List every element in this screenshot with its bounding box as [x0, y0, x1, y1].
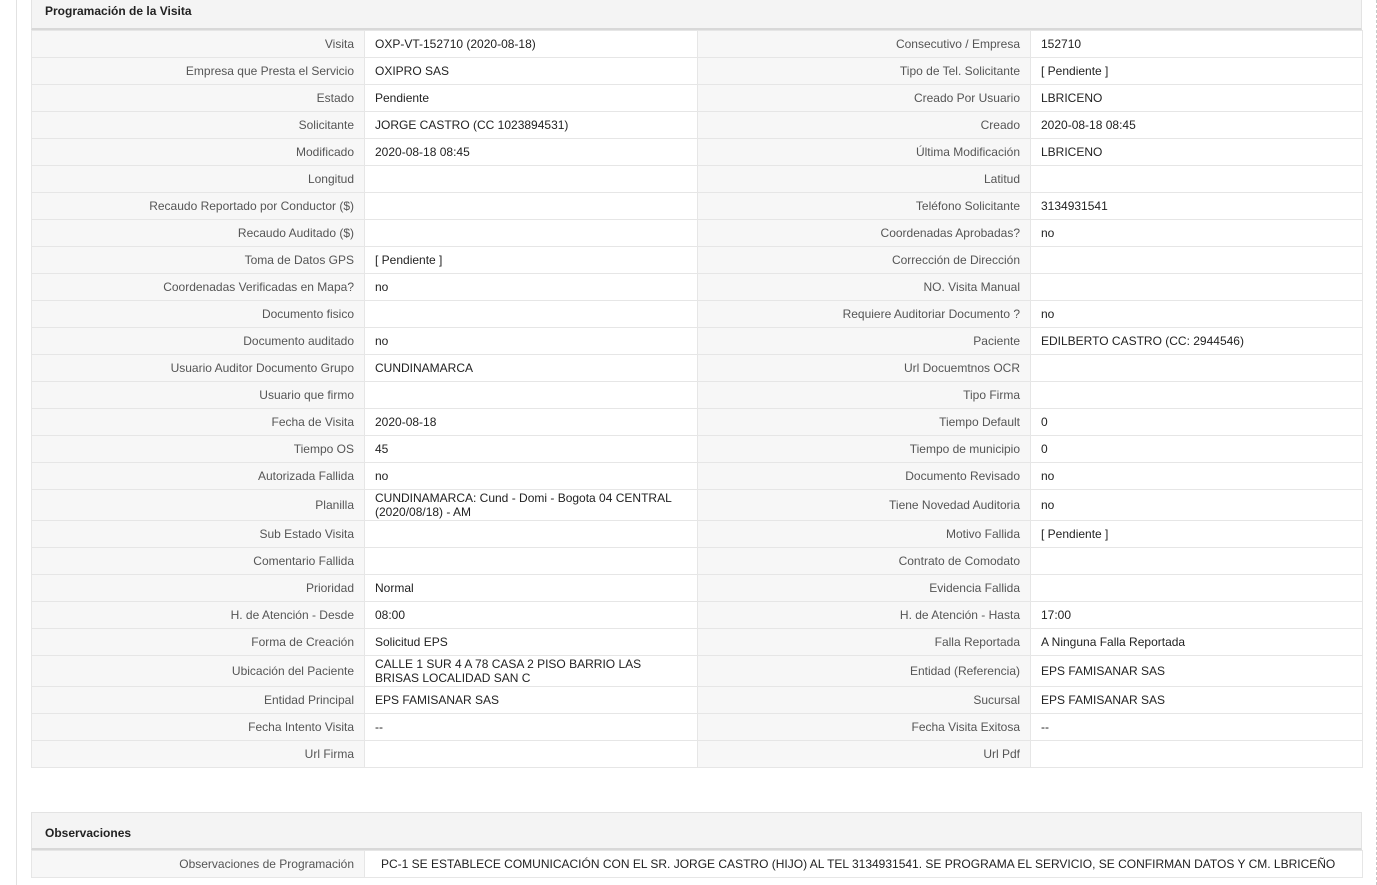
field-value: no: [1031, 220, 1363, 247]
field-value: --: [365, 714, 698, 741]
detail-row: [32, 629, 1363, 656]
field-label: Evidencia Fallida: [698, 575, 1031, 602]
field-value: [ Pendiente ]: [365, 247, 698, 274]
field-value: no: [365, 328, 698, 355]
field-label: Empresa que Presta el Servicio: [32, 58, 365, 85]
field-value: [1031, 247, 1363, 274]
detail-row: [32, 85, 1363, 112]
field-label: H. de Atención - Desde: [32, 602, 365, 629]
detail-row: [32, 548, 1363, 575]
field-label: Usuario que firmo: [32, 382, 365, 409]
detail-row: [32, 301, 1363, 328]
field-value: [365, 548, 698, 575]
field-value: [365, 521, 698, 548]
field-label: NO. Visita Manual: [698, 274, 1031, 301]
field-label: Url Pdf: [698, 741, 1031, 768]
field-label: Forma de Creación: [32, 629, 365, 656]
visit-schedule-panel: [31, 0, 1362, 768]
detail-row: [32, 490, 1363, 521]
detail-row: [32, 247, 1363, 274]
field-label: Corrección de Dirección: [698, 247, 1031, 274]
field-label: Tipo de Tel. Solicitante: [698, 58, 1031, 85]
field-label: Fecha Intento Visita: [32, 714, 365, 741]
field-label: Usuario Auditor Documento Grupo: [32, 355, 365, 382]
observation-label: Observaciones de Programación: [32, 851, 365, 878]
detail-row: [32, 112, 1363, 139]
field-label: Fecha de Visita: [32, 409, 365, 436]
observations-panel: [31, 812, 1362, 878]
panel-title: Programación de la Visita: [31, 0, 1362, 30]
field-value: CUNDINAMARCA: Cund - Domi - Bogota 04 CENTRAL (2020/08/18) - AM: [365, 490, 698, 521]
field-label: Consecutivo / Empresa: [698, 31, 1031, 58]
field-value: 45: [365, 436, 698, 463]
field-value: [1031, 382, 1363, 409]
field-value: [365, 193, 698, 220]
visit-details-table: [31, 30, 1363, 768]
field-value: 3134931541: [1031, 193, 1363, 220]
field-value: [1031, 575, 1363, 602]
field-label: Creado Por Usuario: [698, 85, 1031, 112]
field-label: Documento Revisado: [698, 463, 1031, 490]
field-label: Autorizada Fallida: [32, 463, 365, 490]
field-value: no: [365, 274, 698, 301]
detail-row: [32, 714, 1363, 741]
field-value: no: [365, 463, 698, 490]
detail-row: [32, 521, 1363, 548]
observations-table: [31, 850, 1363, 878]
field-value: EDILBERTO CASTRO (CC: 2944546): [1031, 328, 1363, 355]
detail-row: [32, 58, 1363, 85]
field-label: Entidad Principal: [32, 687, 365, 714]
field-value: LBRICENO: [1031, 139, 1363, 166]
field-label: Falla Reportada: [698, 629, 1031, 656]
field-label: Fecha Visita Exitosa: [698, 714, 1031, 741]
field-value: [1031, 355, 1363, 382]
field-label: Paciente: [698, 328, 1031, 355]
observation-row: [32, 851, 1363, 878]
field-label: Creado: [698, 112, 1031, 139]
observations-title: Observaciones: [31, 812, 1362, 850]
field-value: [365, 220, 698, 247]
field-label: Motivo Fallida: [698, 521, 1031, 548]
field-label: Solicitante: [32, 112, 365, 139]
field-value: no: [1031, 490, 1363, 521]
detail-row: [32, 328, 1363, 355]
field-label: Tiempo de municipio: [698, 436, 1031, 463]
field-label: Documento auditado: [32, 328, 365, 355]
field-label: Comentario Fallida: [32, 548, 365, 575]
field-label: Tiempo Default: [698, 409, 1031, 436]
field-value: 2020-08-18 08:45: [1031, 112, 1363, 139]
field-label: Última Modificación: [698, 139, 1031, 166]
detail-row: [32, 166, 1363, 193]
field-value: 152710: [1031, 31, 1363, 58]
field-label: Url Firma: [32, 741, 365, 768]
field-label: Sucursal: [698, 687, 1031, 714]
field-label: Longitud: [32, 166, 365, 193]
field-value: JORGE CASTRO (CC 1023894531): [365, 112, 698, 139]
field-value: Solicitud EPS: [365, 629, 698, 656]
field-label: Prioridad: [32, 575, 365, 602]
field-value: OXP-VT-152710 (2020-08-18): [365, 31, 698, 58]
field-label: Tipo Firma: [698, 382, 1031, 409]
field-value: no: [1031, 301, 1363, 328]
field-value: [1031, 548, 1363, 575]
field-value: 17:00: [1031, 602, 1363, 629]
detail-row: [32, 687, 1363, 714]
detail-row: [32, 575, 1363, 602]
field-value: CALLE 1 SUR 4 A 78 CASA 2 PISO BARRIO LAS BRISAS LOCALIDAD SAN C: [365, 656, 698, 687]
field-label: Url Docuemtnos OCR: [698, 355, 1031, 382]
field-value: LBRICENO: [1031, 85, 1363, 112]
field-label: Coordenadas Aprobadas?: [698, 220, 1031, 247]
detail-row: [32, 436, 1363, 463]
field-value: EPS FAMISANAR SAS: [1031, 656, 1363, 687]
field-label: Documento fisico: [32, 301, 365, 328]
observation-value: PC-1 SE ESTABLECE COMUNICACIÓN CON EL SR. JORGE CASTRO (HIJO) AL TEL 3134931541. SE PROGRAMA EL SERVICIO, SE CONFIRMAN DATOS Y CM. LBRICEÑO: [365, 851, 1363, 878]
field-label: Ubicación del Paciente: [32, 656, 365, 687]
field-value: EPS FAMISANAR SAS: [365, 687, 698, 714]
detail-row: [32, 274, 1363, 301]
field-value: [365, 741, 698, 768]
field-label: Visita: [32, 31, 365, 58]
detail-row: [32, 220, 1363, 247]
field-label: Recaudo Auditado ($): [32, 220, 365, 247]
detail-row: [32, 463, 1363, 490]
field-label: Tiene Novedad Auditoria: [698, 490, 1031, 521]
field-label: Coordenadas Verificadas en Mapa?: [32, 274, 365, 301]
detail-row: [32, 382, 1363, 409]
field-label: Entidad (Referencia): [698, 656, 1031, 687]
detail-row: [32, 193, 1363, 220]
detail-row: [32, 139, 1363, 166]
field-value: 2020-08-18: [365, 409, 698, 436]
detail-row: [32, 656, 1363, 687]
detail-row: [32, 355, 1363, 382]
detail-row: [32, 602, 1363, 629]
field-label: Recaudo Reportado por Conductor ($): [32, 193, 365, 220]
field-label: Tiempo OS: [32, 436, 365, 463]
field-value: [1031, 274, 1363, 301]
field-label: Teléfono Solicitante: [698, 193, 1031, 220]
field-label: Contrato de Comodato: [698, 548, 1031, 575]
field-label: Estado: [32, 85, 365, 112]
field-value: [ Pendiente ]: [1031, 58, 1363, 85]
field-label: Requiere Auditoriar Documento ?: [698, 301, 1031, 328]
field-value: [1031, 741, 1363, 768]
field-label: Modificado: [32, 139, 365, 166]
field-value: [365, 166, 698, 193]
field-value: 0: [1031, 436, 1363, 463]
field-label: Planilla: [32, 490, 365, 521]
field-value: 2020-08-18 08:45: [365, 139, 698, 166]
field-value: OXIPRO SAS: [365, 58, 698, 85]
detail-row: [32, 409, 1363, 436]
detail-row: [32, 31, 1363, 58]
field-value: EPS FAMISANAR SAS: [1031, 687, 1363, 714]
field-value: CUNDINAMARCA: [365, 355, 698, 382]
field-value: --: [1031, 714, 1363, 741]
page-left-border: [16, 0, 17, 885]
field-value: Pendiente: [365, 85, 698, 112]
field-value: Normal: [365, 575, 698, 602]
field-value: [ Pendiente ]: [1031, 521, 1363, 548]
field-value: [365, 382, 698, 409]
field-label: H. de Atención - Hasta: [698, 602, 1031, 629]
field-value: A Ninguna Falla Reportada: [1031, 629, 1363, 656]
field-label: Latitud: [698, 166, 1031, 193]
field-value: no: [1031, 463, 1363, 490]
field-value: 08:00: [365, 602, 698, 629]
field-value: [1031, 166, 1363, 193]
field-label: Sub Estado Visita: [32, 521, 365, 548]
detail-row: [32, 741, 1363, 768]
field-label: Toma de Datos GPS: [32, 247, 365, 274]
field-value: 0: [1031, 409, 1363, 436]
field-value: [365, 301, 698, 328]
